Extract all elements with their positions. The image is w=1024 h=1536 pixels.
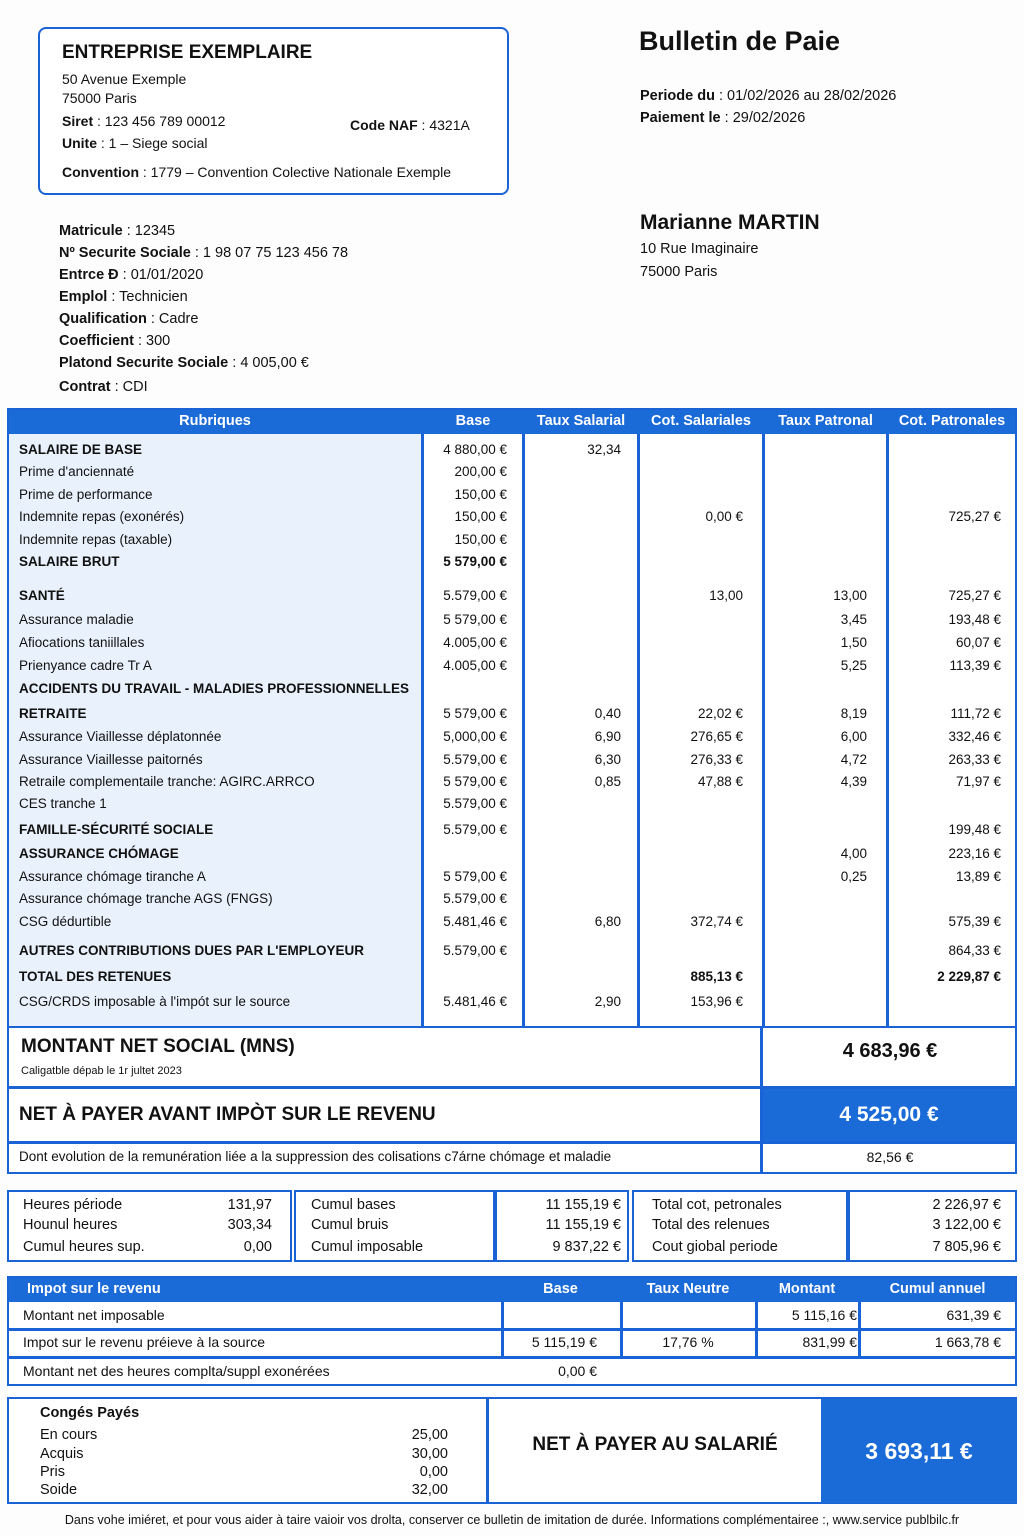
header-taux-salarial: Taux Salarial bbox=[536, 413, 626, 429]
row-label: CSG dédurtible bbox=[19, 914, 112, 929]
tax-row-amount: 831,99 € bbox=[802, 1334, 857, 1350]
conges-title: Congés Payés bbox=[40, 1405, 140, 1421]
company-unite: Unite : 1 – Siege social bbox=[62, 135, 208, 151]
row-cot-patronales: 199,48 € bbox=[948, 822, 1001, 837]
conges-en-cours-value: 25,00 bbox=[411, 1427, 448, 1443]
row-base: 150,00 € bbox=[454, 532, 507, 547]
row-label: RETRAITE bbox=[19, 706, 87, 721]
row-base: 5.481,46 € bbox=[443, 914, 507, 929]
row-base: 5.579,00 € bbox=[443, 943, 507, 958]
mns-label: MONTANT NET SOCIAL (MNS) bbox=[21, 1036, 295, 1057]
tax-row-base: 0,00 € bbox=[558, 1363, 597, 1379]
table-row bbox=[9, 891, 1015, 913]
net-before-tax-value: 4 525,00 € bbox=[763, 1089, 1016, 1142]
table-row bbox=[9, 774, 1015, 796]
row-cot-salariales: 0,00 € bbox=[705, 509, 743, 524]
mns-value: 4 683,96 € bbox=[842, 1040, 938, 1062]
employee-job: Emplol : Technicien bbox=[59, 289, 188, 305]
row-cot-salariales: 276,65 € bbox=[690, 729, 743, 744]
global-cost-label: Cout giobal periode bbox=[652, 1239, 778, 1255]
row-taux-patronal: 4,72 bbox=[840, 752, 867, 767]
row-taux-patronal: 5,25 bbox=[840, 658, 867, 673]
row-label: Prime d'anciennaté bbox=[19, 464, 135, 479]
row-label: AUTRES CONTRIBUTIONS DUES PAR L'EMPLOYEUR bbox=[19, 943, 364, 958]
tax-header-base: Base bbox=[543, 1281, 578, 1297]
row-cot-patronales: 725,27 € bbox=[948, 588, 1001, 603]
row-taux-salarial: 0,85 bbox=[594, 774, 621, 789]
table-row bbox=[9, 658, 1015, 680]
row-label: Indemnite repas (exonérés) bbox=[19, 509, 185, 524]
totals-values-box bbox=[848, 1190, 1017, 1262]
conges-pris-label: Pris bbox=[40, 1464, 65, 1480]
tax-row-cumul: 631,39 € bbox=[946, 1307, 1001, 1323]
cumul-overtime-label: Cumul heures sup. bbox=[23, 1239, 145, 1255]
conges-acquis-value: 30,00 bbox=[411, 1446, 448, 1462]
income-tax-table bbox=[7, 1276, 1017, 1386]
row-cot-salariales: 276,33 € bbox=[690, 752, 743, 767]
hours-box bbox=[7, 1190, 292, 1262]
row-base: 4 880,00 € bbox=[443, 442, 507, 457]
tax-header-amount: Montant bbox=[778, 1281, 836, 1297]
employee-contract: Contrat : CDI bbox=[59, 379, 148, 395]
divider bbox=[9, 1141, 1015, 1144]
row-label: Assurance Viaillesse déplatonnée bbox=[19, 729, 222, 744]
row-taux-salarial: 32,34 bbox=[587, 442, 621, 457]
company-address-line2: 75000 Paris bbox=[62, 90, 137, 106]
row-label: ASSURANCE CHÓMAGE bbox=[19, 846, 179, 861]
row-cot-patronales: 193,48 € bbox=[948, 612, 1001, 627]
tax-row-label: Montant net des heures complta/suppl exonérées bbox=[23, 1363, 330, 1379]
payment-date: Paiement le : 29/02/2026 bbox=[640, 110, 806, 126]
row-base: 5.579,00 € bbox=[443, 752, 507, 767]
total-deductions-value: 3 122,00 € bbox=[932, 1217, 1001, 1233]
employee-ssn: Nº Securite Sociale : 1 98 07 75 123 456 78 bbox=[59, 245, 349, 261]
table-row bbox=[9, 635, 1015, 657]
row-cot-salariales: 47,88 € bbox=[697, 774, 743, 789]
row-base: 5.579,00 € bbox=[443, 796, 507, 811]
cumul-hours-label: Hounul heures bbox=[23, 1217, 118, 1233]
row-taux-patronal: 4,39 bbox=[840, 774, 867, 789]
company-naf: Code NAF : 4321A bbox=[350, 117, 470, 133]
table-row bbox=[9, 796, 1015, 818]
row-cot-patronales: 263,33 € bbox=[948, 752, 1001, 767]
table-row bbox=[9, 943, 1015, 965]
row-taux-patronal: 1,50 bbox=[840, 635, 867, 650]
payroll-lines-table bbox=[7, 408, 1017, 1028]
employee-ss-ceiling: Platond Securite Sociale : 4 005,00 € bbox=[59, 355, 309, 371]
divider bbox=[9, 1356, 1015, 1359]
net-amounts-box bbox=[7, 1026, 1017, 1174]
row-base: 150,00 € bbox=[454, 509, 507, 524]
row-cot-patronales: 223,16 € bbox=[948, 846, 1001, 861]
header-rubriques: Rubriques bbox=[179, 413, 251, 429]
mns-note: Caligatble dépab le 1r jultet 2023 bbox=[21, 1065, 182, 1077]
row-base: 4.005,00 € bbox=[443, 635, 507, 650]
pay-period: Periode du : 01/02/2026 au 28/02/2026 bbox=[640, 88, 897, 104]
tax-row-amount: 5 115,16 € bbox=[791, 1307, 857, 1323]
hours-period-label: Heures période bbox=[23, 1197, 123, 1213]
row-cot-patronales: 111,72 € bbox=[950, 706, 1001, 721]
table-row bbox=[9, 994, 1015, 1016]
total-deductions-label: Total des relenues bbox=[652, 1217, 770, 1233]
row-base: 5 579,00 € bbox=[443, 554, 507, 569]
row-cot-patronales: 575,39 € bbox=[948, 914, 1001, 929]
row-base: 5 579,00 € bbox=[443, 612, 507, 627]
row-cot-patronales: 864,33 € bbox=[948, 943, 1001, 958]
row-base: 150,00 € bbox=[454, 487, 507, 502]
table-row bbox=[9, 588, 1015, 610]
row-label: SANTÉ bbox=[19, 588, 65, 603]
company-siret: Siret : 123 456 789 00012 bbox=[62, 113, 226, 129]
table-row bbox=[9, 532, 1015, 554]
net-to-pay-label: NET À PAYER AU SALARIÉ bbox=[532, 1434, 778, 1455]
row-label: Assurance chómage tranche AGS (FNGS) bbox=[19, 891, 273, 906]
employee-entry-date: Entrce Ð : 01/01/2020 bbox=[59, 267, 204, 283]
row-base: 5 579,00 € bbox=[443, 869, 507, 884]
table-row bbox=[9, 914, 1015, 936]
global-cost-value: 7 805,96 € bbox=[932, 1239, 1001, 1255]
row-label: Afiocations taniillales bbox=[19, 635, 145, 650]
row-cot-patronales: 71,97 € bbox=[955, 774, 1001, 789]
row-label: Indemnite repas (taxable) bbox=[19, 532, 173, 547]
evolution-label: Dont evolution de la remunération liée a la suppression des colisations c7árne chómage et maladie bbox=[19, 1149, 612, 1164]
row-taux-salarial: 6,30 bbox=[594, 752, 621, 767]
row-base: 4.005,00 € bbox=[443, 658, 507, 673]
row-label: Assurance Viaillesse paitornés bbox=[19, 752, 203, 767]
header-cot-salariales: Cot. Salariales bbox=[651, 413, 751, 429]
table-row bbox=[9, 969, 1015, 991]
table-header bbox=[9, 410, 1015, 434]
row-taux-salarial: 0,40 bbox=[594, 706, 621, 721]
table-row bbox=[9, 612, 1015, 634]
header-base: Base bbox=[455, 413, 491, 429]
evolution-value: 82,56 € bbox=[866, 1149, 914, 1165]
row-cot-patronales: 332,46 € bbox=[948, 729, 1001, 744]
company-name: ENTREPRISE EXEMPLAIRE bbox=[62, 42, 313, 63]
row-base: 5.481,46 € bbox=[443, 994, 507, 1009]
document-title: Bulletin de Paie bbox=[639, 26, 841, 56]
cumul-imposable-value: 9 837,22 € bbox=[552, 1239, 621, 1255]
row-taux-patronal: 8,19 bbox=[840, 706, 867, 721]
table-row bbox=[9, 442, 1015, 464]
row-taux-salarial: 6,90 bbox=[594, 729, 621, 744]
row-cot-patronales: 2 229,87 € bbox=[937, 969, 1001, 984]
table-row bbox=[9, 869, 1015, 891]
conges-solde-label: Soide bbox=[40, 1482, 78, 1498]
hours-period-value: 131,97 bbox=[227, 1197, 272, 1213]
row-cot-salariales: 13,00 bbox=[709, 588, 743, 603]
row-label: CES tranche 1 bbox=[19, 796, 107, 811]
company-address-line1: 50 Avenue Exemple bbox=[62, 71, 187, 87]
total-employer-contrib-label: Total cot, petronales bbox=[652, 1197, 782, 1213]
row-cot-patronales: 725,27 € bbox=[948, 509, 1001, 524]
row-label: TOTAL DES RETENUES bbox=[19, 969, 172, 984]
table-row bbox=[9, 464, 1015, 486]
cumul-imposable-label: Cumul imposable bbox=[311, 1239, 424, 1255]
tax-row-rate: 17,76 % bbox=[662, 1334, 714, 1350]
company-info-box bbox=[38, 27, 509, 195]
table-row bbox=[9, 706, 1015, 728]
table-row bbox=[9, 822, 1015, 844]
row-taux-patronal: 13,00 bbox=[833, 588, 867, 603]
row-base: 5.579,00 € bbox=[443, 822, 507, 837]
row-taux-salarial: 6,80 bbox=[594, 914, 621, 929]
table-row bbox=[9, 681, 1015, 703]
row-base: 200,00 € bbox=[454, 464, 507, 479]
cumul-bruts-label: Cumul bruis bbox=[311, 1217, 389, 1233]
footer-note: Dans vohe imiéret, et pour vous aider à taire vaioir vos drolta, conserver ce bulletin de imitation de durée. Informations complémentairee :, www.service publbilc.fr bbox=[64, 1513, 960, 1527]
row-taux-patronal: 3,45 bbox=[840, 612, 867, 627]
tax-row-label: Impot sur le revenu préieve à la source bbox=[23, 1334, 266, 1350]
header-cot-patronales: Cot. Patronales bbox=[898, 413, 1006, 429]
table-row bbox=[9, 509, 1015, 531]
row-base: 5 579,00 € bbox=[443, 706, 507, 721]
row-taux-salarial: 2,90 bbox=[594, 994, 621, 1009]
tax-row-label: Montant net imposable bbox=[23, 1307, 165, 1323]
row-cot-patronales: 60,07 € bbox=[955, 635, 1001, 650]
row-taux-patronal: 0,25 bbox=[840, 869, 867, 884]
tax-table-header bbox=[9, 1278, 1015, 1302]
table-row bbox=[9, 554, 1015, 576]
row-base: 5,000,00 € bbox=[443, 729, 507, 744]
row-label: FAMILLE-SÉCURITÉ SOCIALE bbox=[19, 822, 214, 837]
table-row bbox=[9, 752, 1015, 774]
row-label: Prime de performance bbox=[19, 487, 153, 502]
row-label: SALAIRE BRUT bbox=[19, 554, 120, 569]
conges-en-cours-label: En cours bbox=[40, 1427, 98, 1443]
conges-solde-value: 32,00 bbox=[411, 1482, 448, 1498]
net-before-tax-label: NET À PAYER AVANT IMPÒT SUR LE REVENU bbox=[19, 1104, 436, 1125]
employee-address-line1: 10 Rue Imaginaire bbox=[640, 241, 759, 257]
tax-header-label: Impot sur le revenu bbox=[27, 1281, 161, 1297]
cumul-labels-box bbox=[294, 1190, 495, 1262]
table-row bbox=[9, 729, 1015, 751]
row-label: CSG/CRDS imposable à l'impót sur le source bbox=[19, 994, 291, 1009]
row-base: 5.579,00 € bbox=[443, 588, 507, 603]
cumul-bases-label: Cumul bases bbox=[311, 1197, 396, 1213]
conges-acquis-label: Acquis bbox=[40, 1446, 84, 1462]
employee-name: Marianne MARTIN bbox=[640, 211, 820, 234]
row-cot-patronales: 113,39 € bbox=[949, 658, 1001, 673]
row-label: ACCIDENTS DU TRAVAIL - MALADIES PROFESSIONNELLES bbox=[19, 681, 410, 696]
employee-coefficient: Coefficient : 300 bbox=[59, 333, 171, 349]
row-cot-salariales: 153,96 € bbox=[690, 994, 743, 1009]
table-row bbox=[9, 487, 1015, 509]
row-label: Retraile complementaile tranche: AGIRC.ARRCO bbox=[19, 774, 315, 789]
employee-matricule: Matricule : 12345 bbox=[59, 223, 176, 239]
tax-row-base: 5 115,19 € bbox=[531, 1334, 597, 1350]
divider bbox=[9, 1328, 1015, 1331]
tax-row-cumul: 1 663,78 € bbox=[934, 1334, 1001, 1350]
row-label: SALAIRE DE BASE bbox=[19, 442, 143, 457]
table-row bbox=[9, 846, 1015, 868]
cumul-bases-value: 11 155,19 € bbox=[545, 1197, 621, 1213]
totals-labels-box bbox=[632, 1190, 848, 1262]
total-employer-contrib-value: 2 226,97 € bbox=[932, 1197, 1001, 1213]
employee-address-line2: 75000 Paris bbox=[640, 264, 718, 280]
row-label: Assurance chómage tiranche A bbox=[19, 869, 206, 884]
row-base: 5.579,00 € bbox=[443, 891, 507, 906]
tax-header-rate: Taux Neutre bbox=[646, 1281, 730, 1297]
cumul-values-box bbox=[495, 1190, 629, 1262]
header-taux-patronal: Taux Patronal bbox=[778, 413, 873, 429]
bottom-summary-box bbox=[7, 1397, 1017, 1504]
row-cot-patronales: 13,89 € bbox=[955, 869, 1001, 884]
row-label: Prienyance cadre Tr A bbox=[19, 658, 152, 673]
company-convention: Convention : 1779 – Convention Colective Nationale Exemple bbox=[62, 164, 452, 180]
conges-pris-value: 0,00 bbox=[419, 1464, 448, 1480]
row-taux-patronal: 6,00 bbox=[840, 729, 867, 744]
tax-header-cumul: Cumul annuel bbox=[889, 1281, 986, 1297]
row-taux-patronal: 4,00 bbox=[840, 846, 867, 861]
cumul-hours-value: 303,34 bbox=[227, 1217, 272, 1233]
row-label: Assurance maladie bbox=[19, 612, 134, 627]
net-to-pay-value: 3 693,11 € bbox=[821, 1399, 1017, 1503]
employee-qualification: Qualification : Cadre bbox=[59, 311, 199, 327]
row-cot-salariales: 372,74 € bbox=[690, 914, 743, 929]
cumul-overtime-value: 0,00 bbox=[243, 1239, 272, 1255]
cumul-bruts-value: 11 155,19 € bbox=[545, 1217, 621, 1233]
row-cot-salariales: 885,13 € bbox=[690, 969, 743, 984]
cumuls-section bbox=[7, 1190, 1017, 1262]
row-base: 5 579,00 € bbox=[443, 774, 507, 789]
row-cot-salariales: 22,02 € bbox=[697, 706, 743, 721]
